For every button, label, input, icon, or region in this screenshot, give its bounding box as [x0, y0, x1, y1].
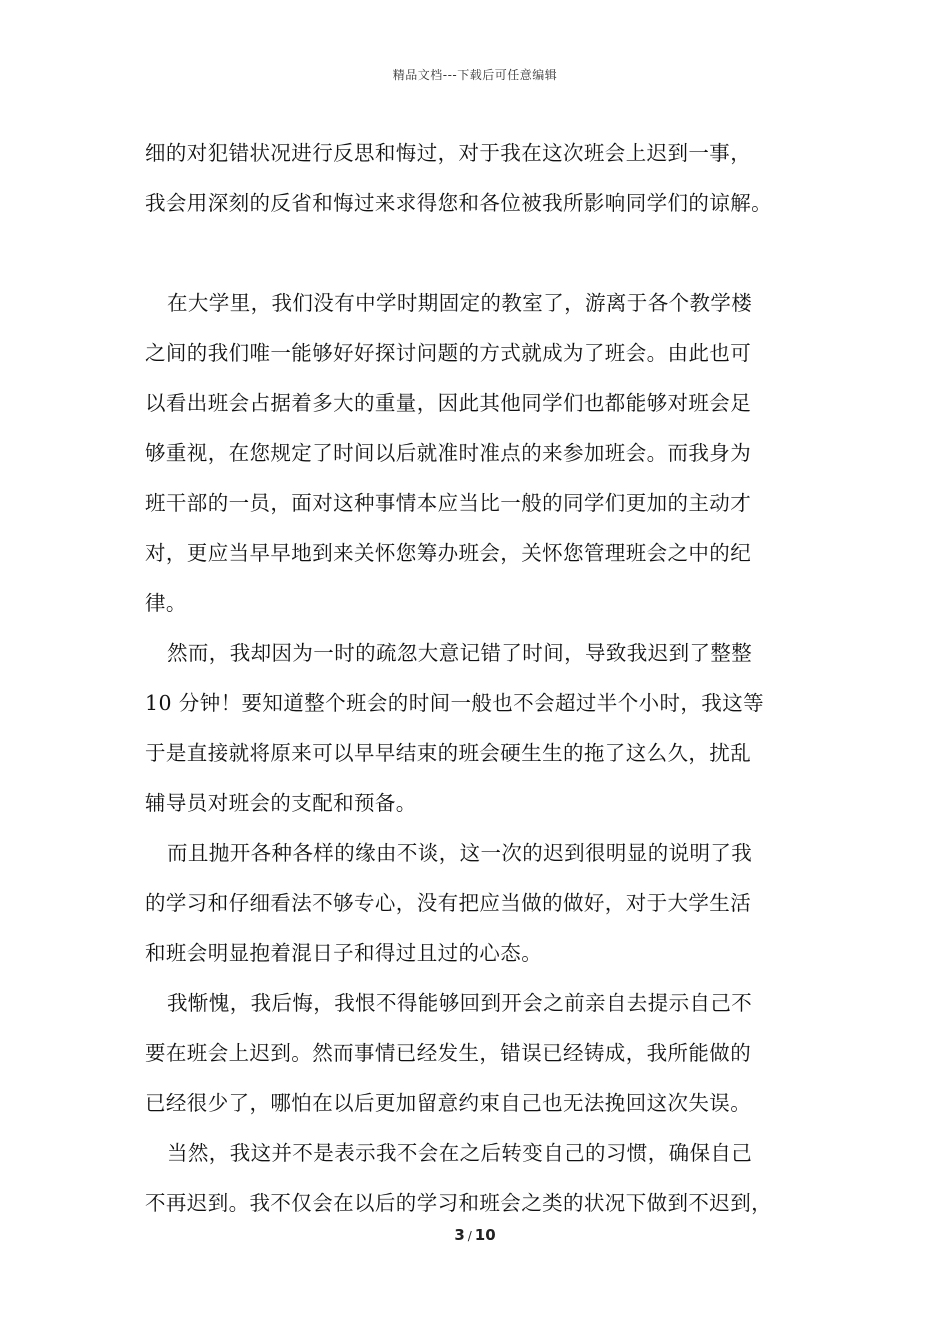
text-line: 和班会明显抱着混日子和得过且过的心态。 [145, 941, 543, 965]
text-line: 当然，我这并不是表示我不会在之后转变自己的习惯，确保自己 [167, 1141, 753, 1165]
text-line: 细的对犯错状况进行反思和悔过，对于我在这次班会上迟到一事， [145, 141, 752, 165]
total-pages: 10 [474, 1226, 496, 1244]
text-line: 我会用深刻的反省和悔过来求得您和各位被我所影响同学们的谅解。 [145, 191, 772, 215]
text-line: 已经很少了，哪怕在以后更加留意约束自己也无法挽回这次失误。 [145, 1091, 752, 1115]
header-text: 精品文档---下载后可任意编辑 [392, 68, 558, 82]
current-page: 3 [454, 1226, 465, 1244]
page-separator: / [467, 1229, 472, 1243]
text-line: 而且抛开各种各样的缘由不谈，这一次的迟到很明显的说明了我 [167, 841, 753, 865]
text-line: 要在班会上迟到。然而事情已经发生，错误已经铸成，我所能做的 [145, 1041, 752, 1065]
page-number [0, 1226, 950, 1244]
text-line: 够重视，在您规定了时间以后就准时准点的来参加班会。而我身为 [145, 441, 752, 465]
text-line: 之间的我们唯一能够好好探讨问题的方式就成为了班会。由此也可 [145, 341, 752, 365]
text-line: 10 分钟！要知道整个班会的时间一般也不会超过半个小时，我这等 [145, 691, 764, 715]
document-body [145, 128, 835, 1228]
text-line: 辅导员对班会的支配和预备。 [145, 791, 417, 815]
text-line: 的学习和仔细看法不够专心，没有把应当做的做好，对于大学生活 [145, 891, 752, 915]
text-line: 不再迟到。我不仅会在以后的学习和班会之类的状况下做到不迟到， [145, 1191, 772, 1215]
text-line: 于是直接就将原来可以早早结束的班会硬生生的拖了这么久，扰乱 [145, 741, 752, 765]
text-line: 对，更应当早早地到来关怀您筹办班会，关怀您管理班会之中的纪 [145, 541, 752, 565]
text-line: 我惭愧，我后悔，我恨不得能够回到开会之前亲自去提示自己不 [167, 991, 753, 1015]
text-line: 然而，我却因为一时的疏忽大意记错了时间，导致我迟到了整整 [167, 641, 753, 665]
page-header [0, 66, 950, 83]
paragraph-gap [145, 228, 835, 278]
text-line: 班干部的一员，面对这种事情本应当比一般的同学们更加的主动才 [145, 491, 752, 515]
text-line: 律。 [145, 591, 187, 615]
text-line: 以看出班会占据着多大的重量，因此其他同学们也都能够对班会足 [145, 391, 752, 415]
text-line: 在大学里，我们没有中学时期固定的教室了，游离于各个教学楼 [167, 291, 753, 315]
